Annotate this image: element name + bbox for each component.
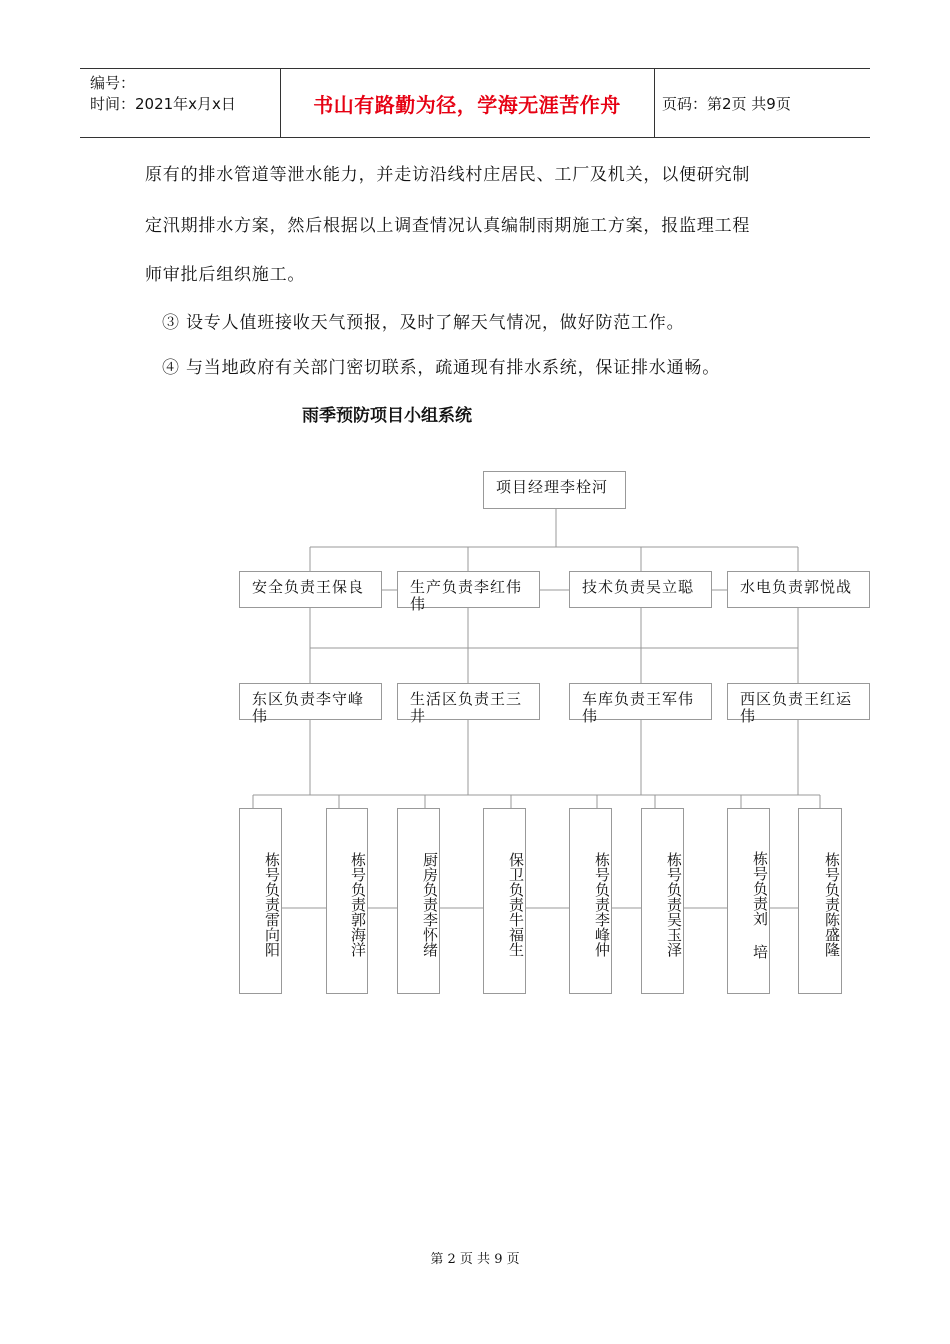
org-node-level3: 保卫负责牛福生 [483, 808, 526, 994]
paragraph-line: 原有的排水管道等泄水能力，并走访沿线村庄居民、工厂及机关，以便研究制 [145, 165, 751, 185]
org-node-level2: 生活区负责王三井 [397, 683, 540, 720]
org-node-level3: 栋号负责陈盛隆 [798, 808, 842, 994]
org-node-level3: 栋号负责吴玉泽 [641, 808, 684, 994]
org-node-level2: 车库负责王军伟伟 [569, 683, 712, 720]
org-node-level1: 安全负责王保良 [239, 571, 382, 608]
document-number-label: 编号： [90, 74, 136, 92]
list-item-3: ③ 设专人值班接收天气预报，及时了解天气情况，做好防范工作。 [162, 313, 685, 333]
org-node-level1: 技术负责吴立聪 [569, 571, 712, 608]
org-node-level3: 栋号负责李峰仲 [569, 808, 612, 994]
org-node-level1: 生产负责李红伟伟 [397, 571, 540, 608]
org-node-level3: 厨房负责李怀绪 [397, 808, 440, 994]
org-node-level3: 栋号负责郭海洋 [326, 808, 368, 994]
org-node-root: 项目经理李栓河 [483, 471, 626, 509]
header-motto: 书山有路勤为径，学海无涯苦作舟 [313, 92, 621, 117]
header-page-code: 页码：第2页 共9页 [662, 95, 791, 113]
org-node-level2: 西区负责王红运伟 [727, 683, 870, 720]
org-node-level2: 东区负责李守峰伟 [239, 683, 382, 720]
org-node-level3: 栋号负责刘 培 [727, 808, 770, 994]
list-item-4: ④ 与当地政府有关部门密切联系，疏通现有排水系统，保证排水通畅。 [162, 358, 721, 378]
org-node-level1: 水电负责郭悦战 [727, 571, 870, 608]
org-chart-title: 雨季预防项目小组系统 [302, 406, 472, 426]
document-time-label: 时间：2021年x月x日 [90, 95, 236, 113]
page-footer: 第 2 页 共 9 页 [430, 1252, 520, 1267]
paragraph-line: 师审批后组织施工。 [145, 265, 306, 285]
org-node-level3: 栋号负责雷向阳 [239, 808, 282, 994]
paragraph-line: 定汛期排水方案，然后根据以上调查情况认真编制雨期施工方案，报监理工程 [145, 216, 751, 236]
